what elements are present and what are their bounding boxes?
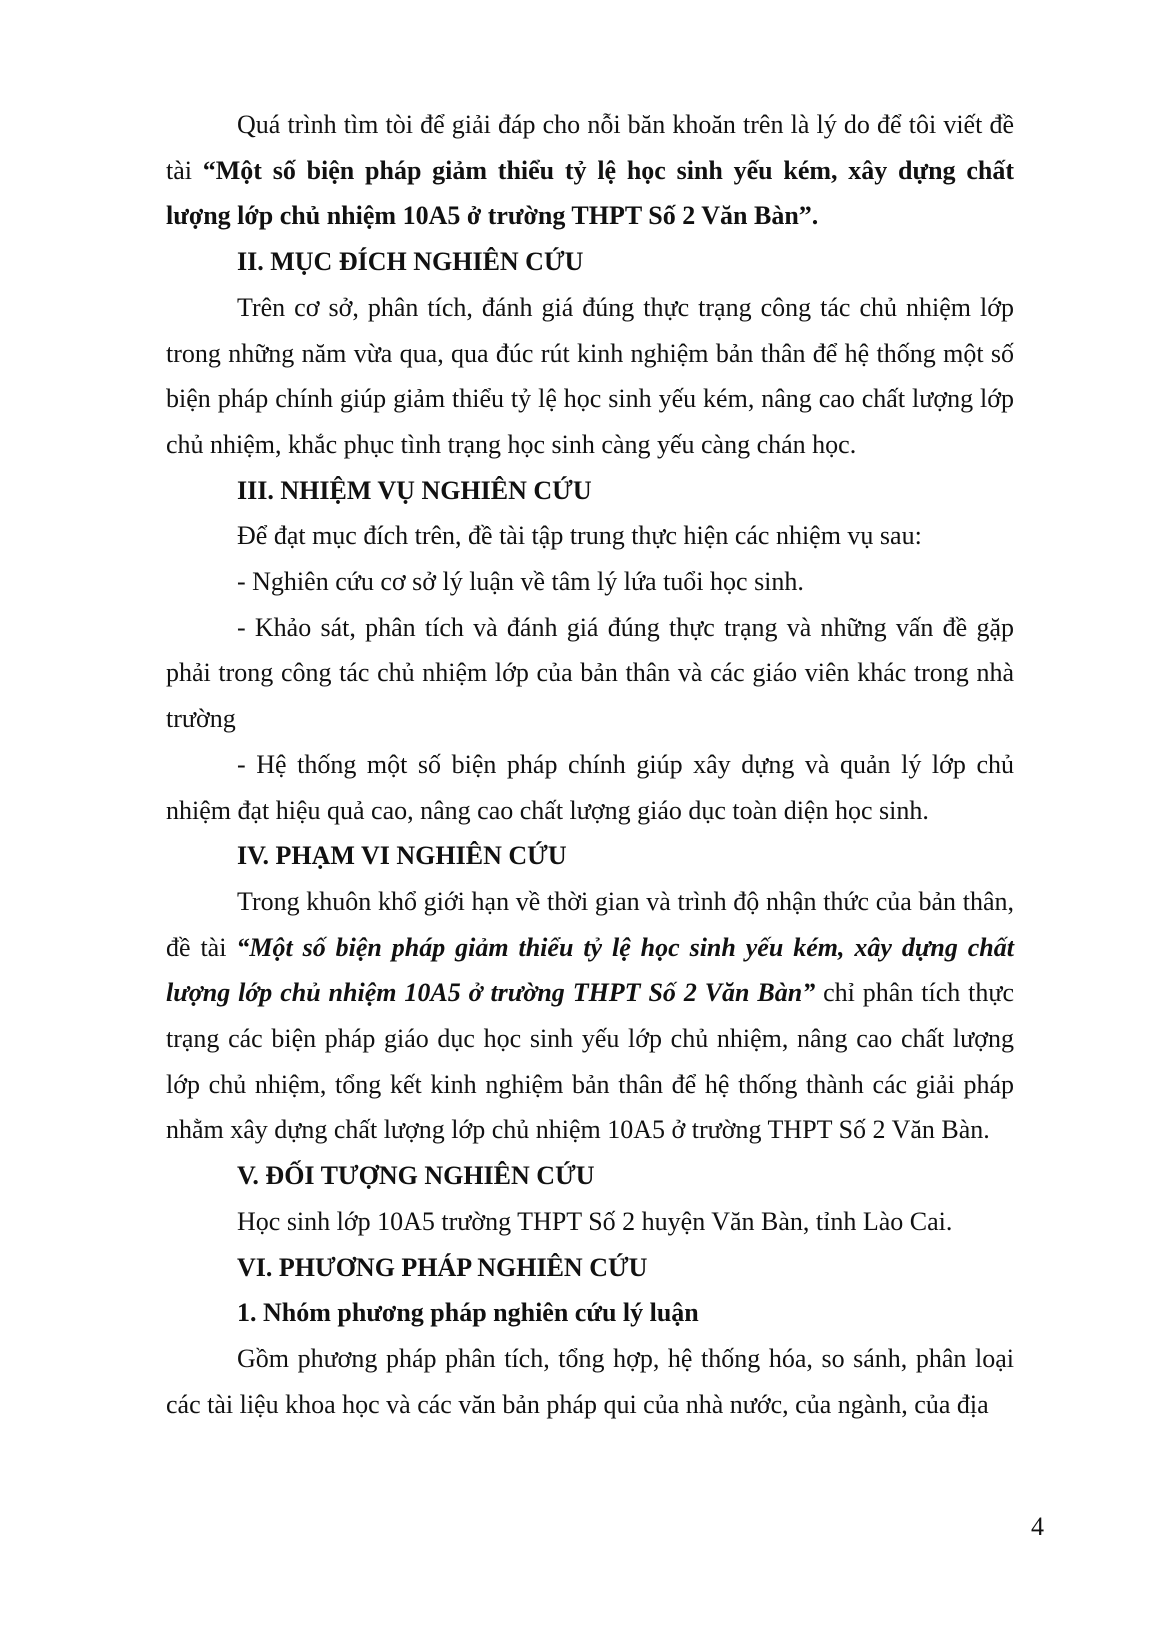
list-item: - Khảo sát, phân tích và đánh giá đúng thực trạng và những vấn đề gặp phải trong công tác chủ nhiệm lớp của bản thân và các giáo viên khác trong nhà trường: [166, 612, 1014, 734]
intro-title-bold: “Một số biện pháp giảm thiểu tỷ lệ học sinh yếu kém, xây dựng chất lượng lớp chủ nhiệm 10A5 ở trường THPT Số 2 Văn Bàn”.: [166, 155, 1014, 231]
section-2-paragraph: Trên cơ sở, phân tích, đánh giá đúng thực trạng công tác chủ nhiệm lớp trong những năm vừa qua, qua đúc rút kinh nghiệm bản thân để hệ thống một số biện pháp chính giúp giảm thiểu tỷ lệ học sinh yếu kém, nâng cao chất lượng lớp chủ nhiệm, khắc phục tình trạng học sinh càng yếu càng chán học.: [166, 292, 1014, 459]
document-page: [166, 102, 1014, 1427]
subsection-1-paragraph: Gồm phương pháp phân tích, tổng hợp, hệ thống hóa, so sánh, phân loại các tài liệu khoa học và các văn bản pháp qui của nhà nước, của ngành, của địa: [166, 1343, 1014, 1419]
section-4-title-bold-italic: “Một số biện pháp giảm thiểu tỷ lệ học sinh yếu kém, xây dựng chất lượng lớp chủ nhiệm 10A5 ở trường THPT Số 2 Văn Bàn”: [166, 932, 1014, 1008]
section-4-rest-text: chỉ phân tích thực trạng các biện pháp giáo dục học sinh yếu lớp chủ nhiệm, nâng cao chất lượng lớp chủ nhiệm, tổng kết kinh nghiệm bản thân để hệ thống thành các giải pháp nhằm xây dựng chất lượng lớp chủ nhiệm 10A5 ở trường THPT Số 2 Văn Bàn.: [166, 978, 1014, 1145]
section-3-intro: Để đạt mục đích trên, đề tài tập trung thực hiện các nhiệm vụ sau:: [237, 521, 922, 551]
list-item: - Hệ thống một số biện pháp chính giúp xây dựng và quản lý lớp chủ nhiệm đạt hiệu quả cao, nâng cao chất lượng giáo dục toàn diện học sinh.: [166, 749, 1014, 825]
subsection-1-heading: 1. Nhóm phương pháp nghiên cứu lý luận: [237, 1298, 699, 1328]
section-2-heading: II. MỤC ĐÍCH NGHIÊN CỨU: [237, 247, 584, 277]
section-4-heading: IV. PHẠM VI NGHIÊN CỨU: [237, 841, 567, 871]
section-6-heading: VI. PHƯƠNG PHÁP NGHIÊN CỨU: [237, 1252, 648, 1282]
intro-lead-text: Quá trình tìm tòi để giải đáp cho nỗi băn khoăn trên là lý do để tôi viết đề tài: [166, 110, 1014, 185]
page-number: 4: [1031, 1512, 1044, 1541]
section-5-heading: V. ĐỐI TƯỢNG NGHIÊN CỨU: [237, 1161, 595, 1191]
section-5-paragraph: Học sinh lớp 10A5 trường THPT Số 2 huyện Văn Bàn, tỉnh Lào Cai.: [237, 1206, 953, 1236]
section-4-paragraph: [166, 879, 1014, 1153]
section-3-heading: III. NHIỆM VỤ NGHIÊN CỨU: [237, 475, 592, 505]
intro-paragraph: [166, 102, 1014, 239]
list-item: - Nghiên cứu cơ sở lý luận về tâm lý lứa tuổi học sinh.: [237, 567, 804, 597]
section-4-lead-text: Trong khuôn khổ giới hạn về thời gian và trình độ nhận thức của bản thân, đề tài: [166, 886, 1014, 962]
